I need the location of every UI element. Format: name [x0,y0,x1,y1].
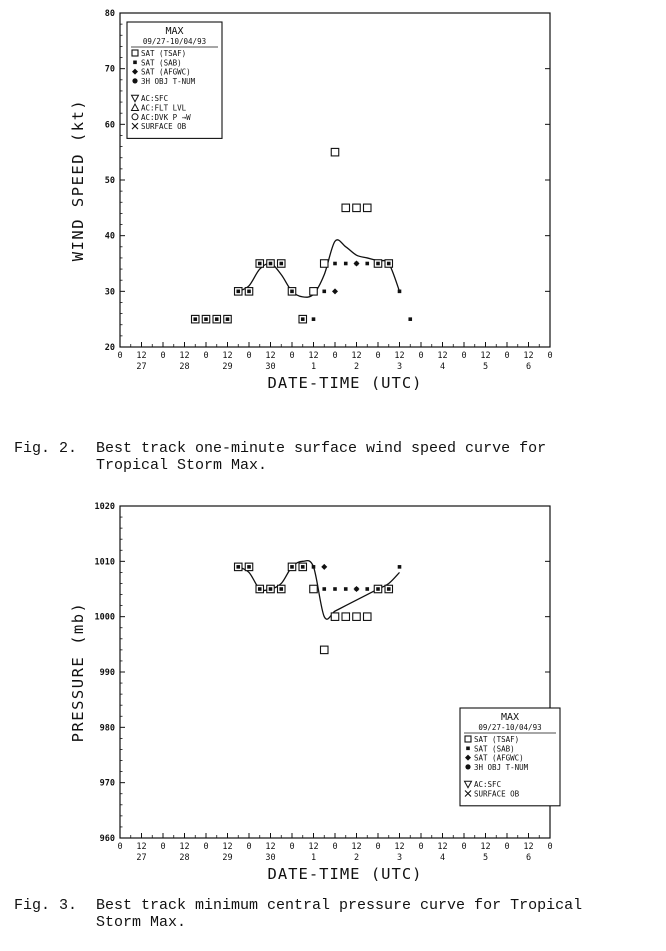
legend-dates: 09/27-10/04/93 [478,723,542,732]
x-day-label: 4 [439,853,446,863]
x-hour-label: 0 [246,351,252,361]
data-point [269,262,273,266]
y-tick-label: 30 [104,287,115,298]
legend-entry: AC:SFC [474,780,502,790]
x-hour-label: 12 [136,351,147,361]
x-hour-label: 12 [523,351,534,361]
x-day-label: 2 [353,853,360,863]
x-hour-label: 0 [375,842,381,852]
x-day-label: 6 [525,362,532,372]
data-point [322,290,326,294]
data-point [193,317,197,321]
x-hour-label: 0 [547,351,553,361]
fig3-caption-line1: Best track minimum central pressure curve for Tropical [96,897,583,914]
data-point [387,262,391,266]
x-axis-title: DATE-TIME (UTC) [267,865,423,883]
x-hour-label: 0 [332,842,338,852]
y-tick-label: 50 [104,176,115,186]
data-point [333,262,337,266]
wind-speed-chart [0,0,666,420]
x-hour-label: 0 [461,351,467,361]
data-point [279,262,283,266]
x-hour-label: 0 [160,351,166,361]
x-hour-label: 12 [265,351,276,361]
data-point [322,587,326,591]
x-day-label: 3 [396,362,403,372]
x-day-label: 30 [265,362,276,372]
y-tick-label: 60 [104,120,115,131]
data-point [301,317,305,321]
x-day-label: 5 [482,853,489,863]
legend-title: MAX [165,26,184,37]
data-point [290,565,294,569]
data-point [279,587,283,591]
y-tick-label: 1010 [94,557,115,568]
legend-entry: SAT (SAB) [141,58,182,68]
x-hour-label: 0 [418,351,424,361]
fig3-caption-line2: Storm Max. [96,914,187,931]
x-day-label: 1 [310,853,317,863]
data-point [258,262,262,266]
legend-entry: AC:SFC [141,94,169,104]
x-hour-label: 0 [117,842,123,852]
data-point [236,565,240,569]
x-day-label: 29 [222,853,233,863]
x-hour-label: 0 [203,842,209,852]
data-point [247,565,251,569]
legend-title: MAX [500,712,520,723]
series-sat-tsaf- [192,148,393,322]
series-sat-sab- [193,262,412,321]
data-point [310,585,318,593]
x-day-label: 4 [439,362,446,372]
legend-symbol [132,50,138,56]
x-day-label: 28 [179,853,190,863]
series-sat-tsaf- [235,563,393,654]
series-sat-afgwc- [321,564,359,592]
data-point [365,587,369,591]
y-axis-title: PRESSURE (mb) [69,601,87,743]
x-hour-label: 0 [418,842,424,852]
data-point [364,613,372,620]
data-point [301,565,305,569]
legend [460,708,560,806]
x-hour-label: 0 [375,351,381,361]
y-tick-label: 1000 [94,612,115,623]
y-axis-title: WIND SPEED (kt) [69,98,87,262]
legend-entry: 3H OBJ T-NUM [474,762,529,772]
x-hour-label: 12 [179,842,190,852]
data-point [332,288,338,294]
x-day-label: 1 [310,362,317,372]
x-day-label: 3 [396,853,403,863]
data-point [353,204,361,212]
x-hour-label: 12 [480,842,491,852]
x-axis-title: DATE-TIME (UTC) [267,374,423,392]
x-hour-label: 12 [351,351,362,361]
y-tick-label: 40 [104,231,115,242]
x-hour-label: 0 [203,351,209,361]
legend-entry: AC:FLT LVL [141,103,187,113]
series-sat-afgwc- [332,261,360,295]
pressure-chart [0,492,666,892]
data-point [376,262,380,266]
x-day-label: 5 [482,362,489,372]
data-point [321,646,329,654]
x-day-label: 30 [265,853,276,863]
data-point [353,613,361,620]
x-day-label: 6 [525,853,532,863]
data-point [354,261,360,267]
y-tick-label: 20 [104,343,115,353]
y-tick-label: 70 [104,64,115,75]
data-point [398,290,402,294]
y-tick-label: 960 [99,834,115,844]
data-point [258,587,262,591]
y-tick-label: 980 [99,723,115,734]
data-point [321,564,327,570]
fig2-number: Fig. 2. [14,440,78,457]
x-day-label: 27 [136,362,147,372]
x-hour-label: 12 [523,842,534,852]
x-hour-label: 0 [332,351,338,361]
x-day-label: 2 [353,362,360,372]
data-point [398,565,402,569]
data-point [376,587,380,591]
data-point [215,317,219,321]
legend-symbol [465,764,470,769]
legend-symbol [465,736,471,742]
x-hour-label: 12 [179,351,190,361]
legend-symbol [466,747,470,751]
x-hour-label: 12 [308,842,319,852]
data-point [387,587,391,591]
x-hour-label: 12 [308,351,319,361]
x-day-label: 29 [222,362,233,372]
x-hour-label: 0 [504,842,510,852]
data-point [269,587,273,591]
legend-entry: SURFACE OB [141,122,187,132]
x-hour-label: 0 [289,842,295,852]
data-point [365,262,369,266]
legend-symbol [133,61,137,65]
data-point [333,587,337,591]
x-hour-label: 0 [160,842,166,852]
y-tick-label: 990 [99,668,115,678]
fig3-caption [14,897,654,931]
y-tick-label: 80 [104,9,115,19]
x-hour-label: 12 [480,351,491,361]
legend-entry: SAT (SAB) [474,744,515,754]
x-hour-label: 12 [394,351,405,361]
data-point [312,317,316,321]
legend-entry: SAT (AFGWC) [474,753,524,763]
data-point [331,613,339,620]
data-point [342,613,350,620]
y-tick-label: 970 [99,778,115,789]
data-point [312,565,316,569]
x-hour-label: 12 [136,842,147,852]
fig2-caption [14,440,654,474]
legend-entry: AC:DVK P →W [141,112,191,122]
fig2-caption-line1: Best track one-minute surface wind speed curve for [96,440,547,457]
x-hour-label: 12 [394,842,405,852]
x-day-label: 27 [136,853,147,863]
y-tick-label: 1020 [94,502,115,512]
x-hour-label: 0 [504,351,510,361]
data-point [290,290,294,294]
best-track-line [238,240,399,297]
legend-entry: SAT (AFGWC) [141,67,191,77]
x-hour-label: 12 [351,842,362,852]
data-point [354,586,360,592]
x-day-label: 28 [179,362,190,372]
data-point [321,260,329,268]
data-point [364,204,372,212]
x-hour-label: 12 [437,351,448,361]
legend-entry: 3H OBJ T-NUM [141,76,196,86]
fig3-number: Fig. 3. [14,897,78,914]
legend-entry: SURFACE OB [474,789,520,799]
data-point [408,317,412,321]
data-point [344,262,348,266]
legend-dates: 09/27-10/04/93 [142,37,207,46]
legend-entry: SAT (TSAF) [474,735,520,744]
x-hour-label: 12 [265,842,276,852]
legend-symbol [132,78,137,83]
x-hour-label: 12 [222,842,233,852]
data-point [247,290,251,294]
legend [127,22,222,138]
x-hour-label: 12 [222,351,233,361]
data-point [344,587,348,591]
x-hour-label: 0 [289,351,295,361]
data-point [226,317,230,321]
data-point [310,288,318,296]
legend-entry: SAT (TSAF) [141,49,187,58]
data-point [342,204,350,212]
x-hour-label: 0 [461,842,467,852]
x-hour-label: 12 [437,842,448,852]
data-point [204,317,208,321]
x-hour-label: 0 [117,351,123,361]
data-point [331,148,339,156]
data-point [236,290,240,294]
x-hour-label: 0 [547,842,553,852]
x-hour-label: 0 [246,842,252,852]
fig2-caption-line2: Tropical Storm Max. [96,457,268,474]
